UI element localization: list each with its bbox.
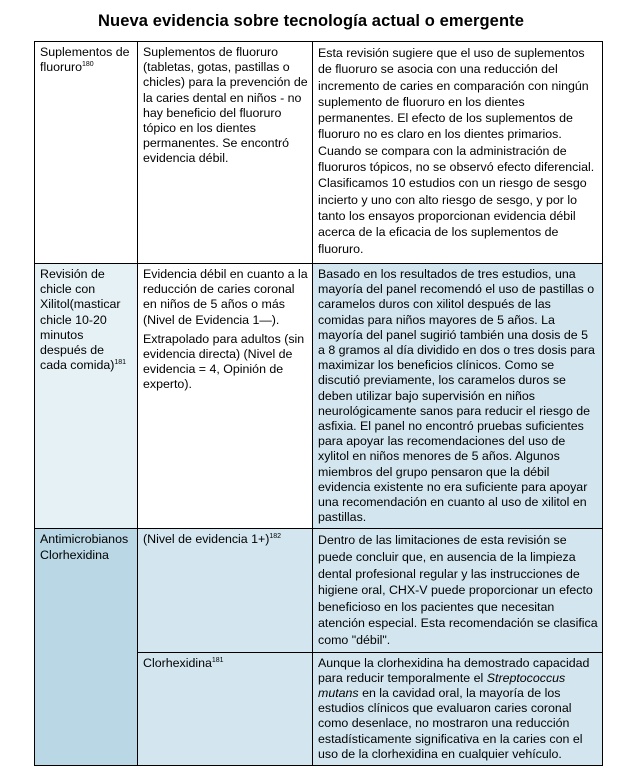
page-title: Nueva evidencia sobre tecnología actual o emergente	[98, 12, 524, 30]
evidence-text: (Nivel de evidencia 1+)	[143, 532, 270, 547]
topic-text: Antimicrobianos Clorhexidina	[40, 532, 129, 562]
reference-number: 182	[269, 533, 282, 541]
comment-text: en la cavidad oral, la mayoría de los estudios clínicos que evaluaron caries coronal como desenlace, no mostraron una reducción estadísticamente significativa en la caries con el uso de la clorhexidina en cualquier vehículo.	[318, 686, 583, 761]
evidence-table	[34, 41, 603, 766]
comment-cell	[313, 264, 603, 529]
evidence-cell	[138, 264, 313, 529]
topic-cell	[35, 264, 138, 529]
comment-cell	[313, 652, 603, 765]
comment-text: Basado en los resultados de tres estudios, una mayoría del panel recomendó el uso de pastillas o caramelos duros con xilitol después de las comidas para niños mayores de 5 años. La mayoría del panel sugirió también una dosis de 5 a 8 gramos al día dividido en dos o tres dosis para maximizar los beneficios clínicos. Como se discutió previamente, los caramelos duros se deben utilizar bajo supervisión en niños neurológicamente sanos para reducir el riesgo de asfixia. El panel no encontró pruebas suficientes para apoyar las recomendaciones del uso de xylitol en niños menores de 5 años. Algunos miembros del grupo pensaron que la débil evidencia existente no era suficiente para apoyar una recomendación en cuanto al uso de xilitol en pastillas.	[318, 267, 595, 525]
reference-number: 181	[211, 656, 224, 664]
evidence-text: Clorhexidina	[143, 655, 212, 670]
reference-number: 180	[82, 61, 94, 69]
comment-text: Aunque la clorhexidina ha demostrado capacidad para reducir temporalmente el	[318, 655, 590, 685]
reference-number: 181	[114, 359, 127, 367]
evidence-cell	[138, 652, 313, 765]
evidence-text: Extrapolado para adultos (sin evidencia directa) (Nivel de evidencia = 4, Opinión de experto).	[143, 331, 305, 392]
evidence-cell	[138, 529, 313, 652]
species-name: Streptococcus mutans	[318, 670, 566, 701]
topic-cell	[35, 529, 138, 766]
evidence-cell	[138, 42, 313, 264]
topic-cell	[35, 42, 138, 264]
comment-text: Esta revisión sugiere que el uso de suplementos de fluoruro se asocia con una reducción del incremento de caries en comparación con ningún suplemento de fluoruro en los dientes permanentes. El efecto de los suplementos de fluoruro no es claro en los dientes primarios. Cuando se compara con la administración de fluoruros tópicos, no se observó efecto diferencial. Clasificamos 10 estudios con un riesgo de sesgo incierto y uno con alto riesgo de sesgo, y por lo tanto los ensayos proporcionan evidencia débil acerca de la eficacia de los suplementos de fluoruro.	[318, 46, 595, 256]
comment-text: Dentro de las limitaciones de esta revisión se puede concluir que, en ausencia de la limpieza dental profesional regular y las instrucciones de higiene oral, CHX-V puede proporcionar un efecto beneficioso en los pacientes que necesitan atención especial. Esta recomendación se clasifica como "débil".	[318, 533, 598, 648]
evidence-text: Suplementos de fluoruro (tabletas, gotas, pastillas o chicles) para la prevención de la caries dental en niños - no hay beneficio del fluoruro tópico en los dientes permanentes. Se encontró evidencia débil.	[143, 45, 308, 166]
comment-cell	[313, 42, 603, 264]
table-row	[35, 529, 603, 652]
table-row	[35, 264, 603, 529]
topic-text: Suplementos de fluoruro	[40, 45, 130, 75]
evidence-text: Evidencia débil en cuanto a la reducción de caries coronal en niños de 5 años o más (Nivel de Evidencia 1—).	[143, 267, 308, 327]
topic-text: Revisión de chicle con Xilitol(masticar chicle 10-20 minutos después de cada comida)	[40, 267, 121, 373]
comment-cell	[313, 529, 603, 652]
table-row	[35, 42, 603, 264]
